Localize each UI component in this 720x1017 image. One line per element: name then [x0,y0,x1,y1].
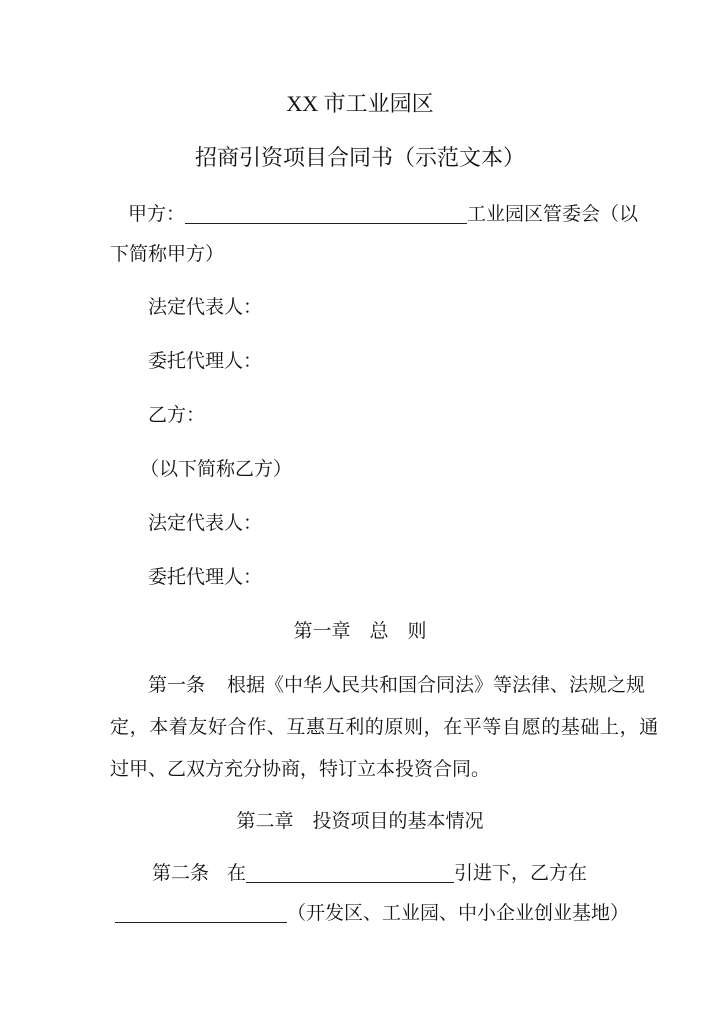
article1-line2: 定，本着友好合作、互惠互利的原则，在平等自愿的基础上，通 [110,717,659,738]
party-b-agent: 委托代理人： [148,567,263,588]
party-a-cont: 下简称甲方） [110,244,225,265]
party-b-label: 乙方： [148,405,206,426]
article2-line2 [115,902,629,926]
chapter1-title: 第一章 总 则 [293,621,427,642]
article2-blank-2 [115,902,287,923]
article1-line1 [148,674,645,698]
article2-label: 第二条 [152,863,210,884]
article1-line3: 过甲、乙双方充分协商，特订立本投资合同。 [110,759,491,780]
party-a-blank [185,203,467,224]
article2-pre: 在 [227,863,247,884]
article1-text: 根据《中华人民共和国合同法》等法律、法规之规 [227,675,646,696]
party-a-legal-rep: 法定代表人： [148,297,263,318]
document-subtitle: 招商引资项目合同书（示范文本） [194,145,525,170]
article2-tail: （开发区、工业园、中小企业创业基地） [287,903,630,924]
party-a-label: 甲方： [128,204,186,225]
chapter2-title: 第二章 投资项目的基本情况 [236,811,484,832]
party-a-agent: 委托代理人： [148,351,263,372]
article2-mid: 引进下，乙方在 [454,863,588,884]
party-a-suffix: 工业园区管委会（以 [467,204,639,225]
article2-line1 [152,862,587,886]
article1-label: 第一条 [148,675,206,696]
party-b-legal-rep: 法定代表人： [148,513,263,534]
party-b-alias: （以下简称乙方） [140,459,293,480]
article2-blank-1 [246,862,454,883]
party-a-line [128,203,638,227]
document-title: XX 市工业园区 [286,91,434,116]
